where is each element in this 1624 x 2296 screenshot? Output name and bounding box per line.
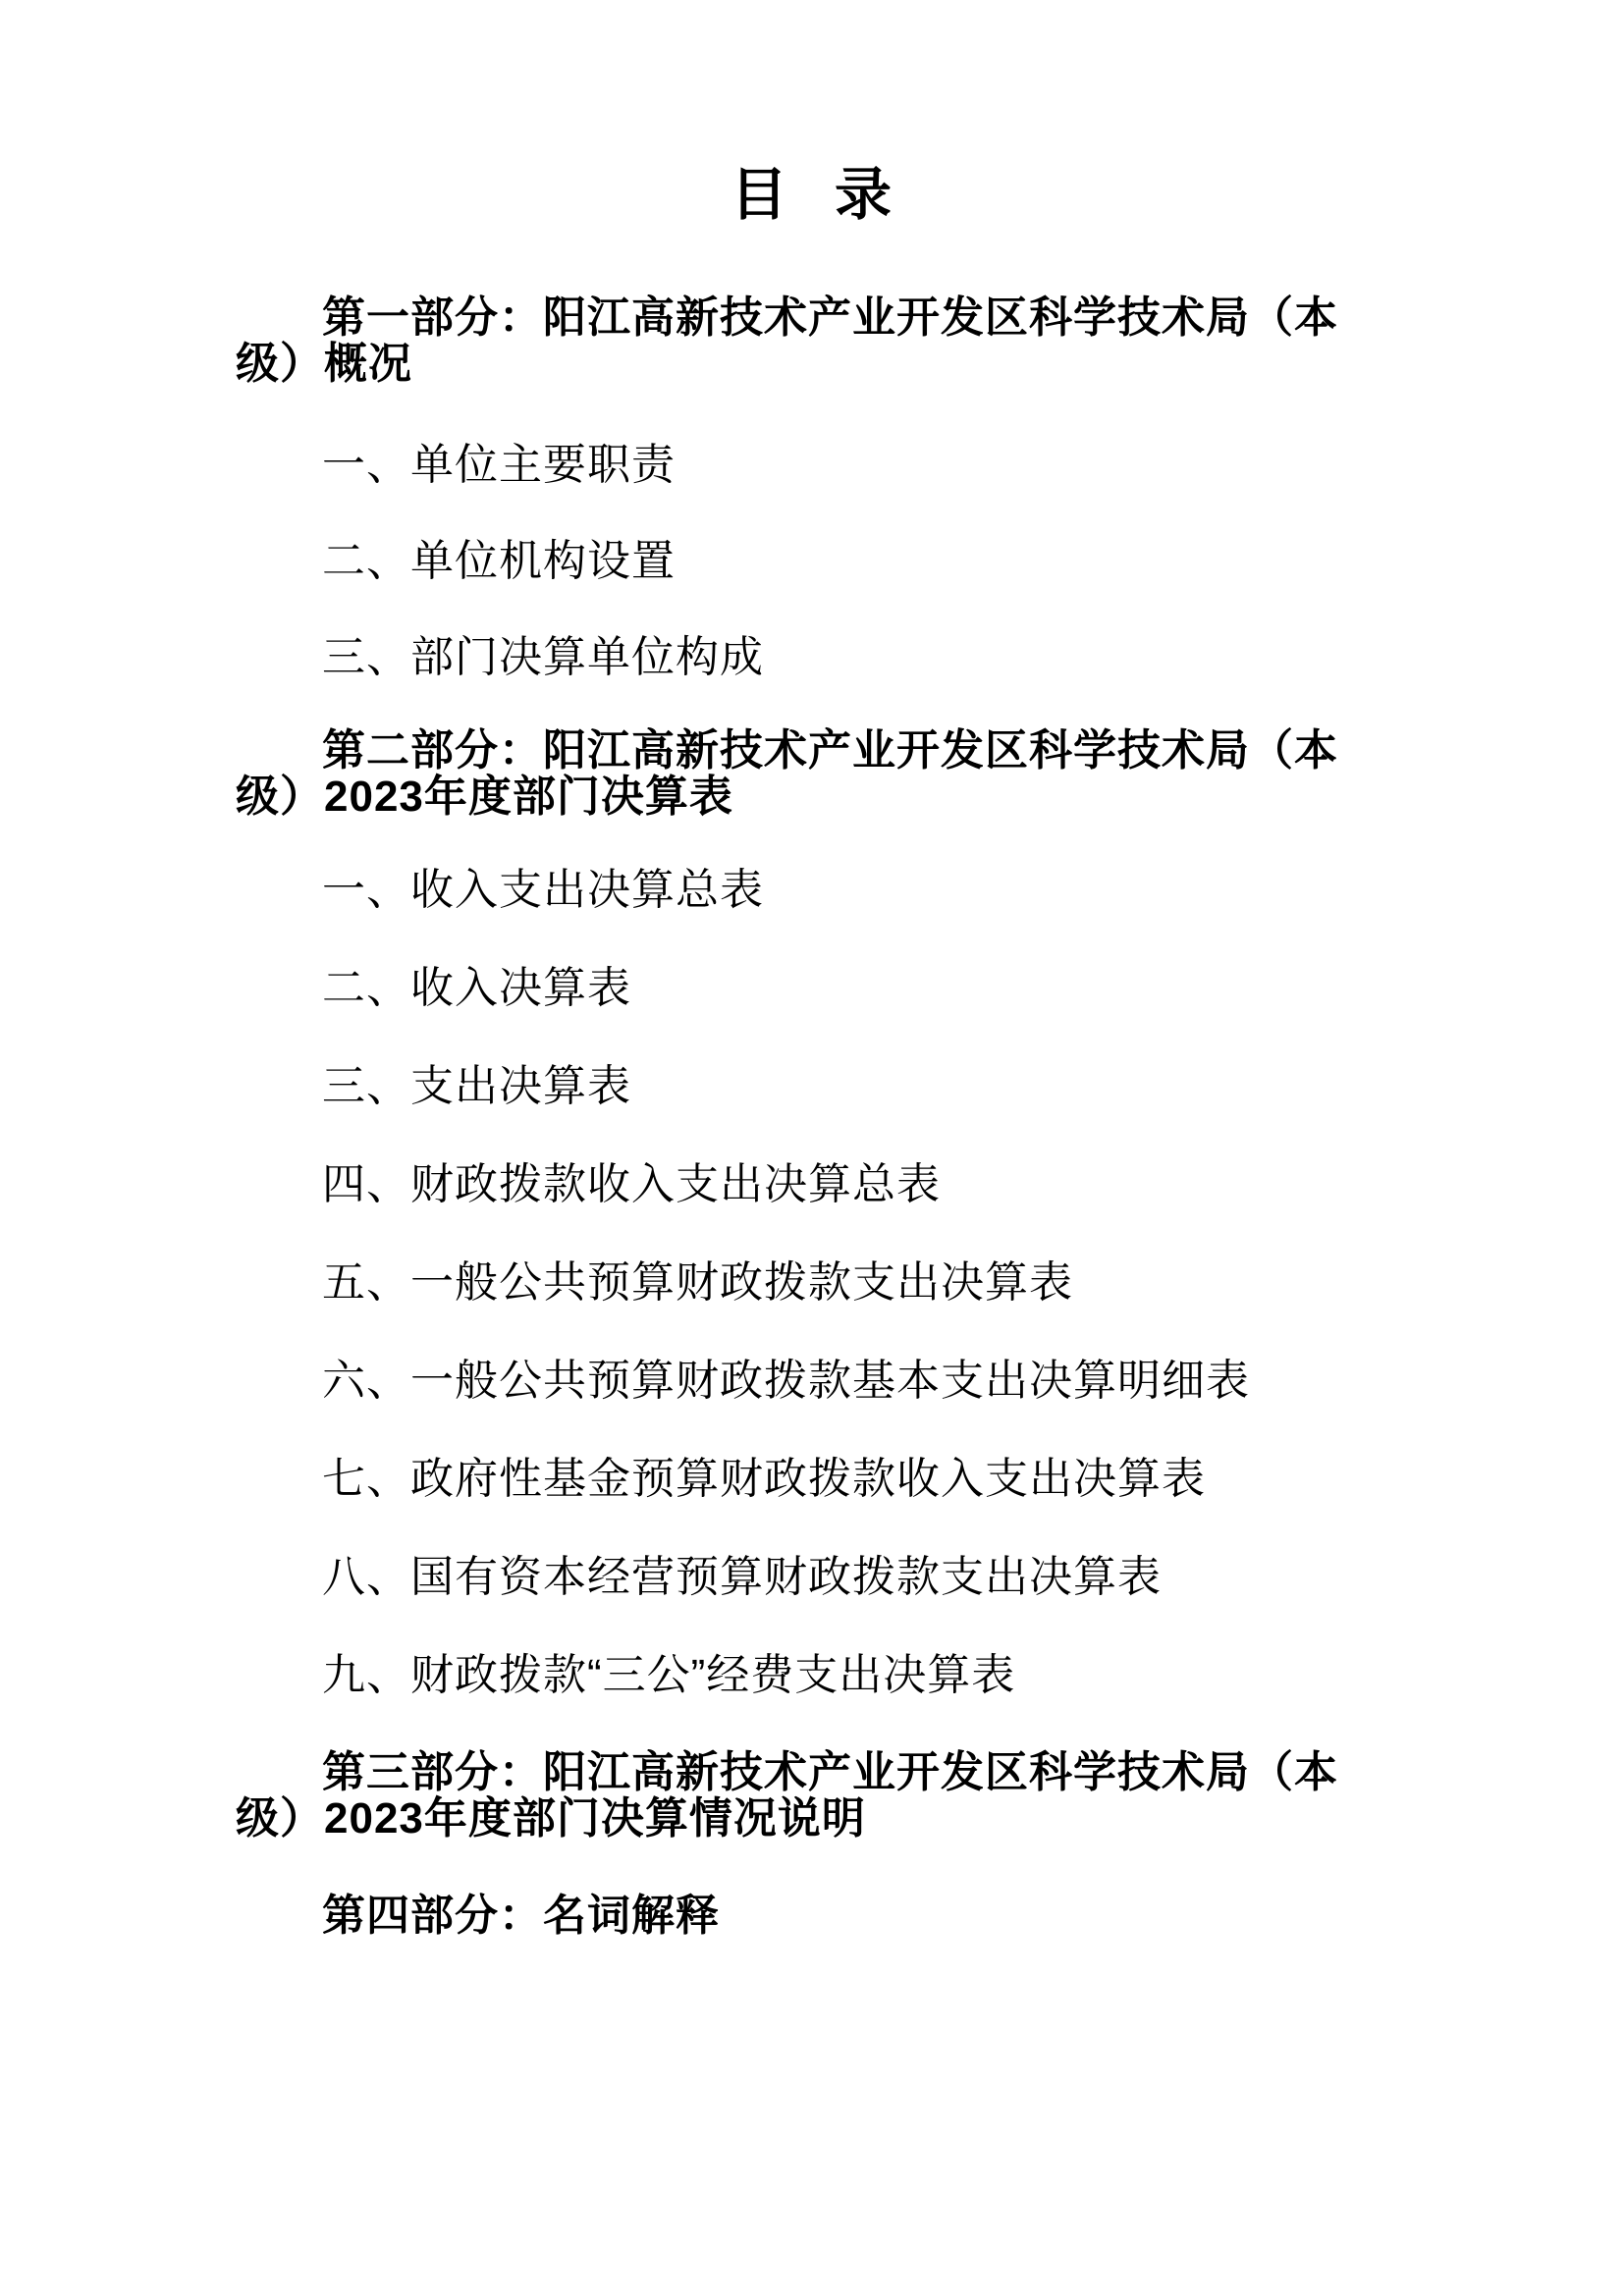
- toc-item: 二、收入决算表: [322, 964, 631, 1012]
- section-1-heading: [236, 294, 1404, 387]
- toc-item: 五、一般公共预算财政拨款支出决算表: [322, 1258, 1073, 1307]
- toc-item: 一、收入支出决算总表: [322, 866, 764, 914]
- section-2-heading: [236, 727, 1404, 820]
- toc-item: 三、部门决算单位构成: [322, 633, 764, 681]
- section-3-heading: [236, 1749, 1404, 1842]
- toc-item: 九、财政拨款“三公”经费支出决算表: [322, 1651, 1016, 1699]
- document-title: 目 录: [730, 163, 894, 227]
- section-2-heading-line-1: 第二部分：阳江高新技术产业开发区科学技术局（本: [322, 726, 1338, 774]
- toc-item: 三、支出决算表: [322, 1062, 631, 1110]
- section-4-heading: [236, 1893, 1404, 1939]
- toc-item: 六、一般公共预算财政拨款基本支出决算明细表: [322, 1357, 1250, 1405]
- section-3-heading-line-1: 第三部分：阳江高新技术产业开发区科学技术局（本: [322, 1748, 1338, 1796]
- toc-item: 一、单位主要职责: [322, 441, 676, 489]
- toc-item: 八、国有资本经营预算财政拨款支出决算表: [322, 1553, 1162, 1601]
- toc-item: 七、政府性基金预算财政拨款收入支出决算表: [322, 1455, 1206, 1503]
- toc-item: 二、单位机构设置: [322, 537, 676, 585]
- section-1-heading-line-2: 级）概况: [236, 340, 412, 388]
- section-2-heading-line-2: 级）2023年度部门决算表: [236, 773, 733, 821]
- section-4-heading-line-1: 第四部分：名词解释: [322, 1892, 720, 1940]
- toc-item: 四、财政拨款收入支出决算总表: [322, 1160, 941, 1208]
- section-3-heading-line-2: 级）2023年度部门决算情况说明: [236, 1794, 866, 1842]
- section-1-heading-line-1: 第一部分：阳江高新技术产业开发区科学技术局（本: [322, 294, 1338, 342]
